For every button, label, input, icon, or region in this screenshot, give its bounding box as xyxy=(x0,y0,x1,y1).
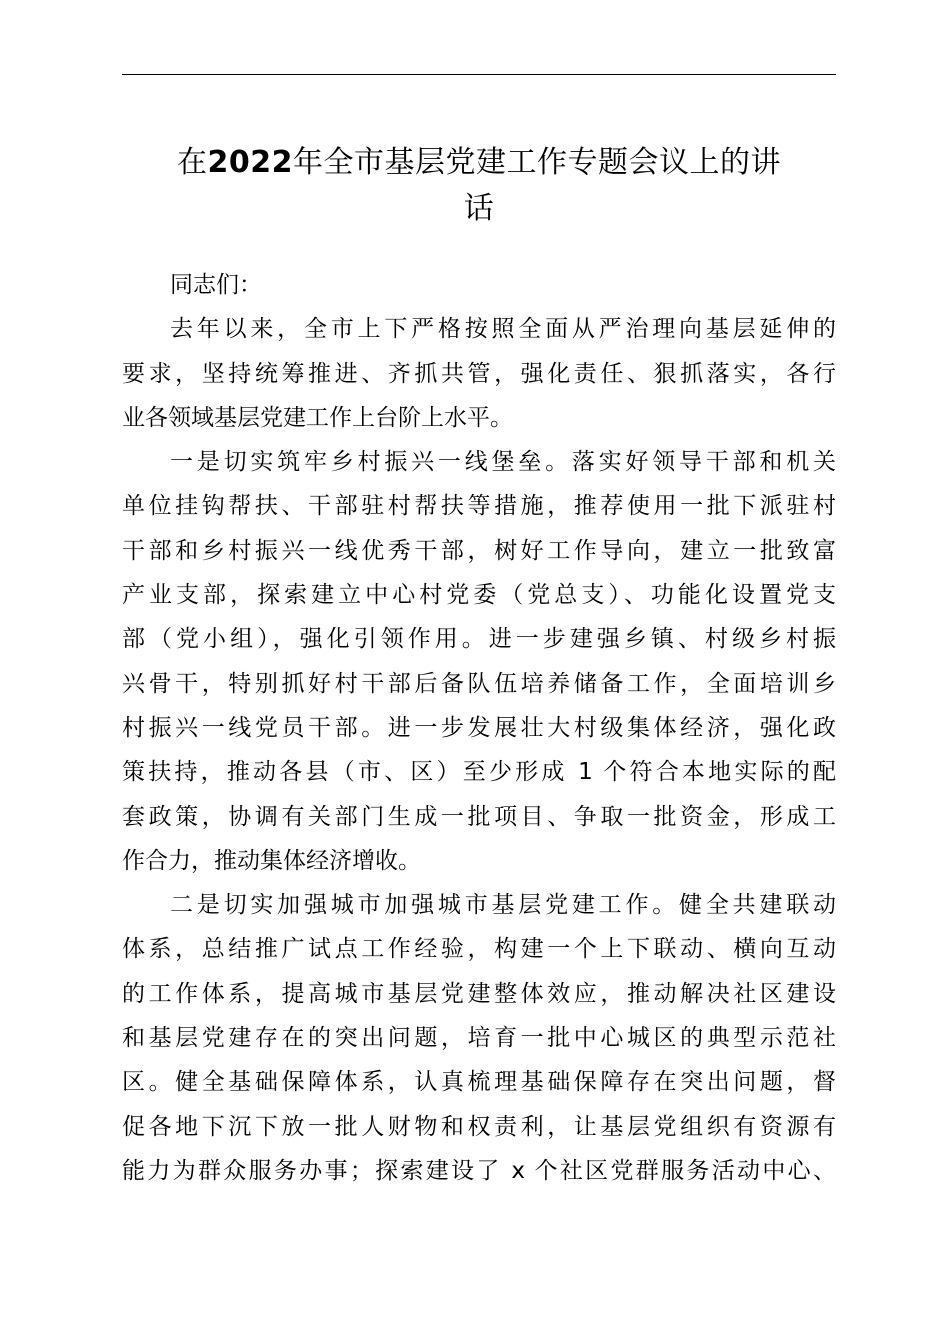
paragraph-3 xyxy=(122,883,836,1193)
paragraph-line: 要求，坚持统筹推进、齐抓共管，强化责任、狠抓落实，各行 xyxy=(122,360,836,387)
paragraph-line: 和基层党建存在的突出问题，培育一批中心城区的典型示范社 xyxy=(122,1025,836,1052)
page-title xyxy=(122,140,836,232)
title-line2: 话 xyxy=(463,191,495,226)
paragraph-line: 作合力，推动集体经济增收。 xyxy=(122,847,421,874)
title-rest: 年全市基层党建工作专题会议上的讲 xyxy=(293,145,781,180)
paragraph-line: 干部和乡村振兴一线优秀干部，树好工作导向，建立一批致富 xyxy=(122,537,836,564)
title-year: 2022 xyxy=(207,145,293,180)
paragraph-1 xyxy=(122,307,836,440)
paragraph-line: 的工作体系，提高城市基层党建整体效应，推动解决社区建设 xyxy=(122,980,836,1007)
paragraph-line: 单位挂钩帮扶、干部驻村帮扶等措施，推荐使用一批下派驻村 xyxy=(122,493,836,520)
document-body xyxy=(122,263,836,1193)
paragraph-line: 策扶持，推动各县（市、区）至少形成 1 个符合本地实际的配 xyxy=(122,759,836,786)
paragraph-line: 兴骨干，特别抓好村干部后备队伍培养储备工作，全面培训乡 xyxy=(122,670,836,697)
paragraph-line: 能力为群众服务办事；探索建设了 x 个社区党群服务活动中心、 xyxy=(122,1157,836,1184)
paragraph-2 xyxy=(122,440,836,883)
paragraph-line: 二是切实加强城市加强城市基层党建工作。健全共建联动 xyxy=(170,892,836,919)
paragraph-line: 业各领域基层党建工作上台阶上水平。 xyxy=(122,404,513,431)
paragraph-line: 体系，总结推广试点工作经验，构建一个上下联动、横向互动 xyxy=(122,936,836,963)
salutation: 同志们： xyxy=(170,272,262,298)
paragraph-line: 村振兴一线党员干部。进一步发展壮大村级集体经济，强化政 xyxy=(122,714,836,741)
paragraph-line: 促各地下沉下放一批人财物和权责利，让基层党组织有资源有 xyxy=(122,1113,836,1140)
paragraph-line: 套政策，协调有关部门生成一批项目、争取一批资金，形成工 xyxy=(122,803,836,830)
paragraph-line: 去年以来，全市上下严格按照全面从严治理向基层延伸的 xyxy=(170,316,836,343)
paragraph-line: 产业支部，探索建立中心村党委（党总支）、功能化设置党支 xyxy=(122,582,836,609)
header-rule xyxy=(122,74,836,75)
title-prefix: 在 xyxy=(177,145,208,180)
paragraph-line: 一是切实筑牢乡村振兴一线堡垒。落实好领导干部和机关 xyxy=(170,449,836,476)
paragraph-line: 部（党小组），强化引领作用。进一步建强乡镇、村级乡村振 xyxy=(122,626,836,653)
paragraph-line: 区。健全基础保障体系，认真梳理基础保障存在突出问题，督 xyxy=(122,1069,836,1096)
